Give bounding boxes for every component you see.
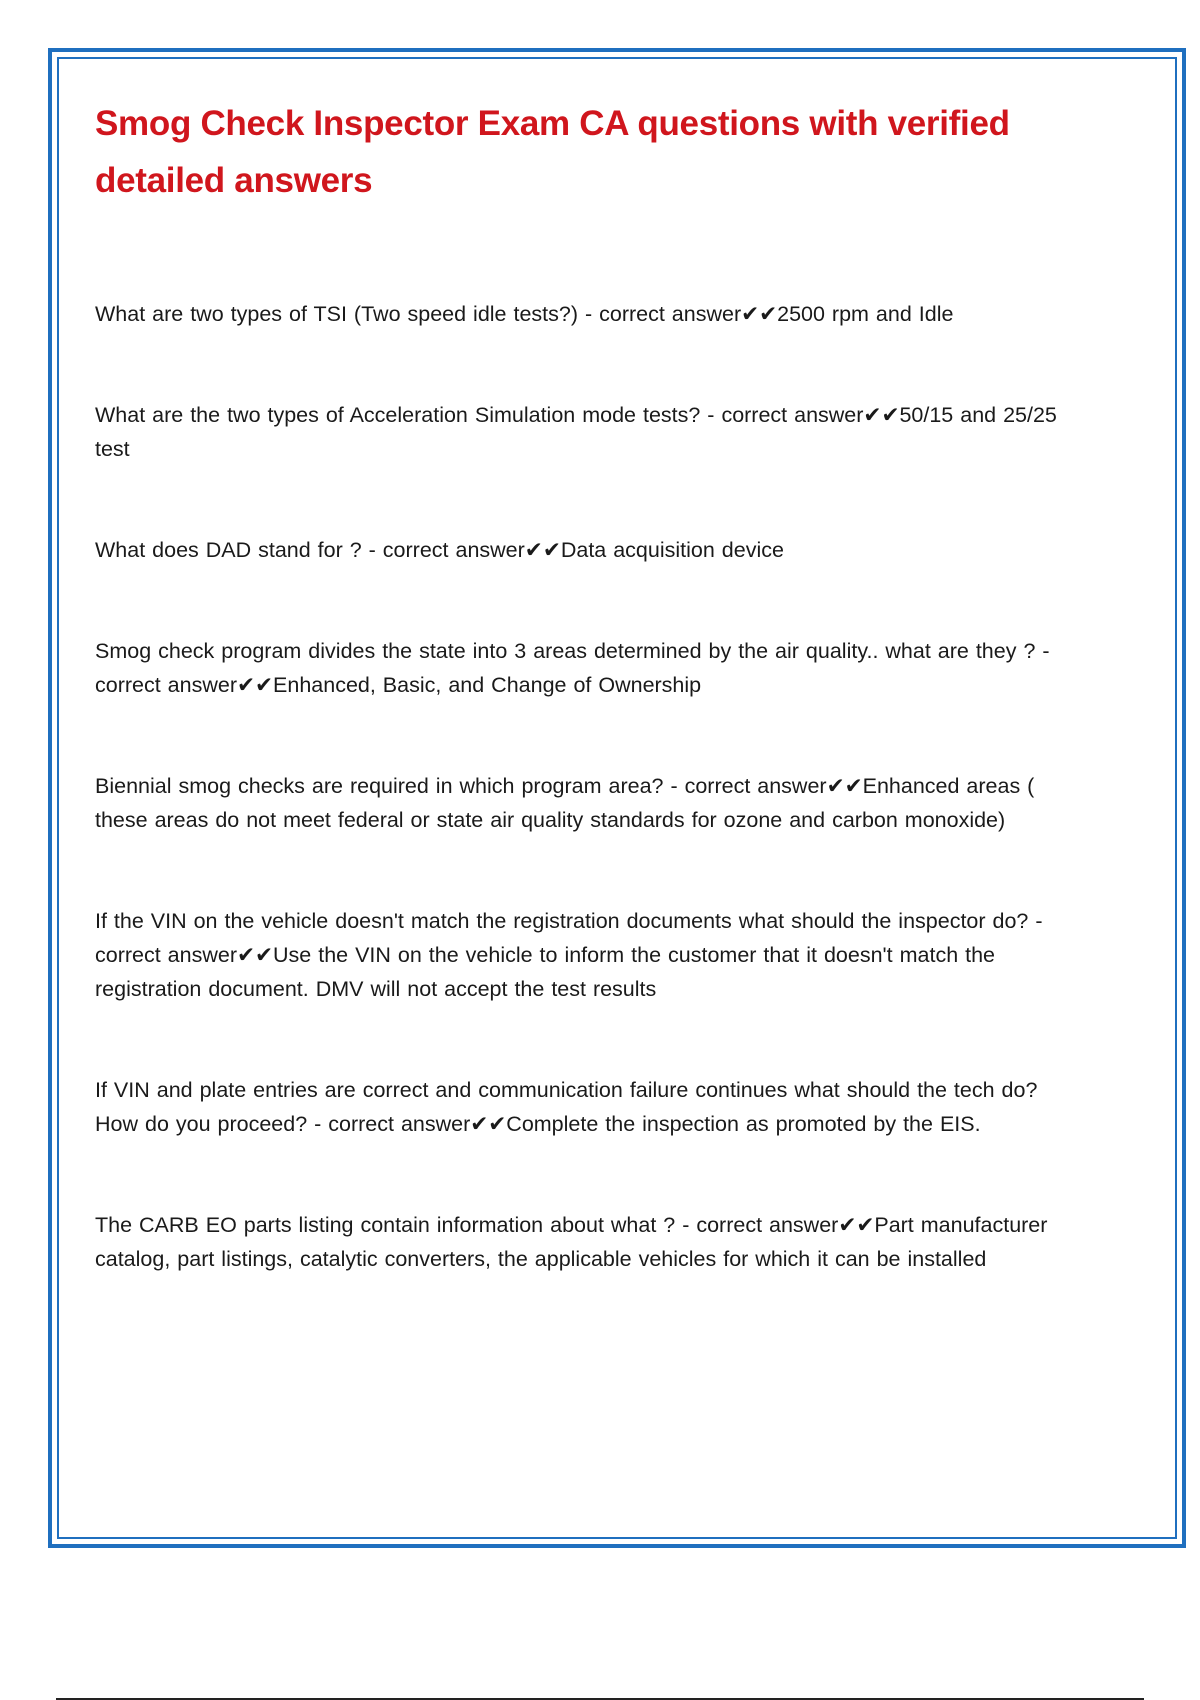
qa-item-1: What are two types of TSI (Two speed idle tests?) - correct answer✔✔2500 rpm and Idle: [95, 302, 954, 326]
qa-list: [95, 297, 1085, 1276]
qa-item-6: If the VIN on the vehicle doesn't match the registration documents what should the inspector do? - correct answer✔✔Use the VIN on the vehicle to inform the customer that it doesn't match the registration document. DMV will not accept the test results: [95, 909, 1043, 1001]
qa-item-3: What does DAD stand for ? - correct answer✔✔Data acquisition device: [95, 538, 784, 562]
document-title: Smog Check Inspector Exam CA questions with verified detailed answers: [95, 104, 1010, 200]
qa-item-8: The CARB EO parts listing contain information about what ? - correct answer✔✔Part manufacturer catalog, part listings, catalytic converters, the applicable vehicles for which it can be installed: [95, 1213, 1048, 1271]
qa-item-5: Biennial smog checks are required in which program area? - correct answer✔✔Enhanced areas ( these areas do not meet federal or state air quality standards for ozone and carbon monoxide): [95, 774, 1035, 832]
qa-item-7: If VIN and plate entries are correct and communication failure continues what should the tech do? How do you proceed? - correct answer✔✔Complete the inspection as promoted by the EIS.: [95, 1078, 1038, 1136]
qa-item-2: What are the two types of Acceleration Simulation mode tests? - correct answer✔✔50/15 and 25/25 test: [95, 403, 1057, 461]
qa-item-4: Smog check program divides the state into 3 areas determined by the air quality.. what are they ? - correct answer✔✔Enhanced, Basic, and Change of Ownership: [95, 639, 1050, 697]
document-content: [95, 95, 1085, 1343]
